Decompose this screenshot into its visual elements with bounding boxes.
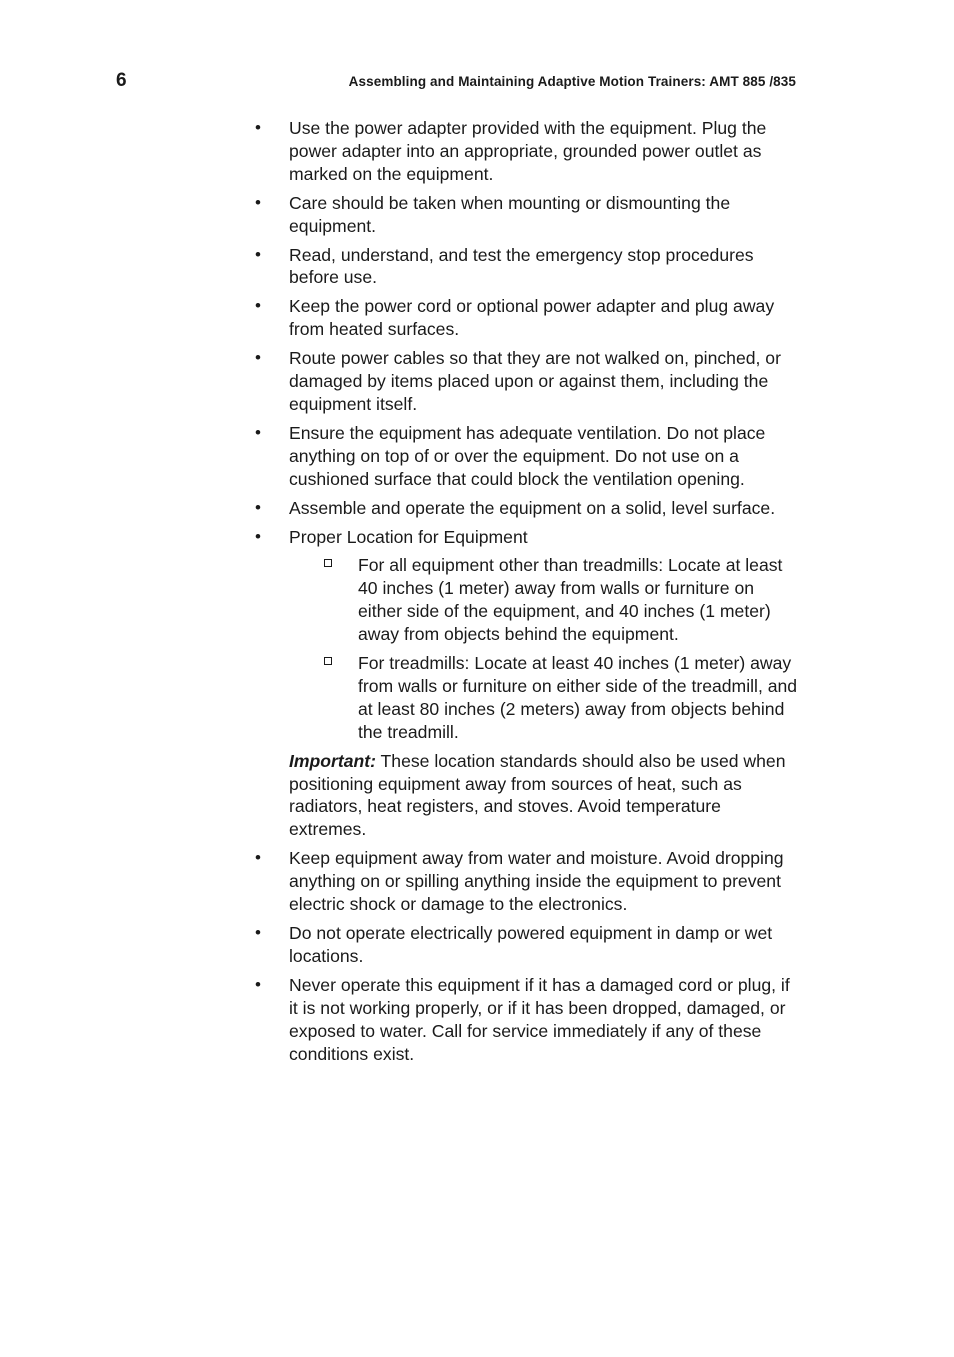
list-item-location <box>255 526 799 842</box>
location-sub-list <box>289 554 799 743</box>
list-item-text: Keep the power cord or optional power adapter and plug away from heated surfaces. <box>289 296 775 340</box>
important-note-text: These location standards should also be used when positioning equipment away from sources of heat, such as radiators, heat registers, and stoves. Avoid temperature extremes. <box>289 750 786 840</box>
bullet-icon: • <box>255 974 261 994</box>
list-item <box>255 295 799 341</box>
sub-list-item <box>358 652 799 744</box>
document-body <box>255 117 799 1071</box>
bullet-icon: • <box>255 422 261 442</box>
bullet-icon: • <box>255 526 261 546</box>
bullet-icon: • <box>255 348 261 368</box>
sub-list-item-text: For all equipment other than treadmills: Locate at least 40 inches (1 meter) away from walls or furniture on either side of the equipment, and 40 inches (1 meter) away from objects behind the equipment. <box>358 555 783 645</box>
list-item <box>255 422 799 491</box>
square-bullet-icon <box>324 559 332 567</box>
important-label: Important: <box>289 750 376 771</box>
list-item-text: Proper Location for Equipment <box>289 526 528 547</box>
bullet-icon: • <box>255 296 261 316</box>
list-item <box>255 244 799 290</box>
list-item-text: Care should be taken when mounting or dismounting the equipment. <box>289 192 731 236</box>
sub-list-item-text: For treadmills: Locate at least 40 inches (1 meter) away from walls or furniture on either side of the treadmill, and at least 80 inches (2 meters) away from objects behind the treadmill. <box>358 653 798 742</box>
bullet-icon: • <box>255 244 261 264</box>
bullet-icon: • <box>255 923 261 942</box>
list-item-text: Never operate this equipment if it has a damaged cord or plug, if it is not working properly, or if it has been dropped, damaged, or exposed to water. Call for service immediately if any of these conditions exist. <box>289 974 790 1064</box>
sub-list-item <box>358 554 799 646</box>
list-item-text: Route power cables so that they are not walked on, pinched, or damaged by items placed upon or against them, including the equipment itself. <box>289 348 781 414</box>
page-number: 6 <box>116 70 127 91</box>
list-item-text: Do not operate electrically powered equipment in damp or wet locations. <box>289 923 773 966</box>
bullet-icon: • <box>255 497 261 517</box>
safety-bullet-list <box>255 117 799 1065</box>
bullet-icon: • <box>255 848 261 868</box>
list-item <box>255 974 799 1066</box>
bullet-icon: • <box>255 118 261 137</box>
list-item-text: Ensure the equipment has adequate ventilation. Do not place anything on top of or over the equipment. Do not use on a cushioned surface that could block the ventilation opening. <box>289 422 766 489</box>
important-note <box>289 750 799 842</box>
list-item <box>255 847 799 916</box>
list-item-text: Keep equipment away from water and moisture. Avoid dropping anything on or spilling anything inside the equipment to prevent electric shock or damage to the electronics. <box>289 848 784 915</box>
list-item-text: Read, understand, and test the emergency stop procedures before use. <box>289 244 754 288</box>
list-item-text: Assemble and operate the equipment on a solid, level surface. <box>289 497 776 518</box>
bullet-icon: • <box>255 192 261 212</box>
list-item <box>255 922 799 968</box>
list-item <box>255 497 799 520</box>
list-item-text: Use the power adapter provided with the equipment. Plug the power adapter into an appropriate, grounded power outlet as marked on the equipment. <box>289 118 767 184</box>
running-header: Assembling and Maintaining Adaptive Motion Trainers: AMT 885 /835 <box>348 74 796 89</box>
list-item <box>255 347 799 416</box>
list-item <box>255 192 799 238</box>
square-bullet-icon <box>324 657 332 665</box>
list-item <box>255 117 799 186</box>
